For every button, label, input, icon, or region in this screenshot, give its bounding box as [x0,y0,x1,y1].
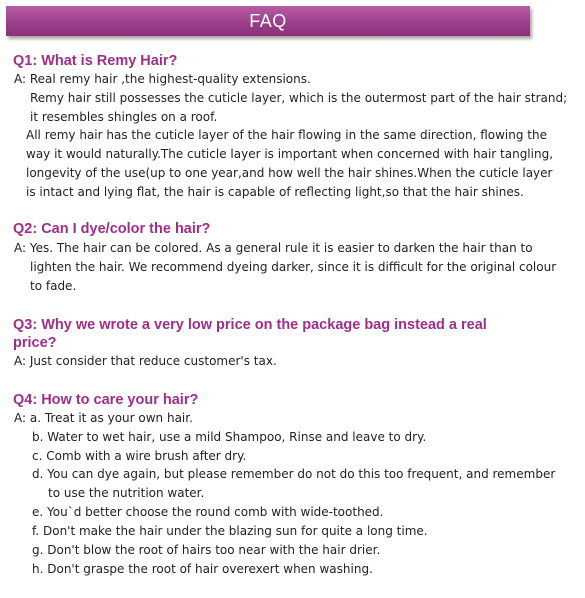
q3-question-line: Q3: Why we wrote a very low price on the package bag instead a real [13,317,487,333]
q1-answer-line: is intact and lying flat, the hair is capable of reflecting light,so that the hair shines. [26,185,524,199]
q3-question-line: price? [13,335,57,351]
q3-answer: A: Just consider that reduce customer's tax. [14,354,277,368]
q2-question: Q2: Can I dye/color the hair? [13,221,211,237]
q1-answer-line: All remy hair has the cuticle layer of the hair flowing in the same direction, flowing the [26,128,547,142]
q2-answer-line: to fade. [30,279,77,293]
q4-answer-line: d. You can dye again, but please remember do not do this too frequent, and remember [32,467,556,481]
q1-answer-line: A: Real remy hair ,the highest-quality extensions. [14,72,311,86]
q1-answer-line: way it would naturally.The cuticle layer is important when concerned with hair tangling, [26,147,554,161]
q4-answer-line: f. Don't make the hair under the blazing sun for quite a long time. [32,524,428,538]
q4-answer-line: g. Don't blow the root of hairs too near with the hair drier. [32,543,381,557]
q1-answer-line: it resembles shingles on a roof. [30,110,218,124]
q4-answer-line: A: a. Treat it as your own hair. [14,411,193,425]
q2-answer-line: A: Yes. The hair can be colored. As a general rule it is easier to darken the hair than to [14,241,533,255]
q4-answer-line: to use the nutrition water. [48,486,205,500]
q4-answer-line: e. You`d better choose the round comb with wide-toothed. [32,505,384,519]
q1-answer-line: longevity of the use(up to one year,and how well the hair shines.When the cuticle layer [26,166,553,180]
q4-answer-line: h. Don't graspe the root of hair overexert when washing. [32,562,373,576]
q1-question: Q1: What is Remy Hair? [13,53,178,69]
q4-question: Q4: How to care your hair? [13,392,199,408]
q4-answer-line: c. Comb with a wire brush after dry. [32,449,247,463]
q2-answer-line: lighten the hair. We recommend dyeing darker, since it is difficult for the original colour [30,260,557,274]
faq-header-banner [6,6,530,36]
page-title: FAQ [249,10,287,31]
q4-answer-line: b. Water to wet hair, use a mild Shampoo, Rinse and leave to dry. [32,430,427,444]
q1-answer-line: Remy hair still possesses the cuticle layer, which is the outermost part of the hair strand; [30,91,568,105]
